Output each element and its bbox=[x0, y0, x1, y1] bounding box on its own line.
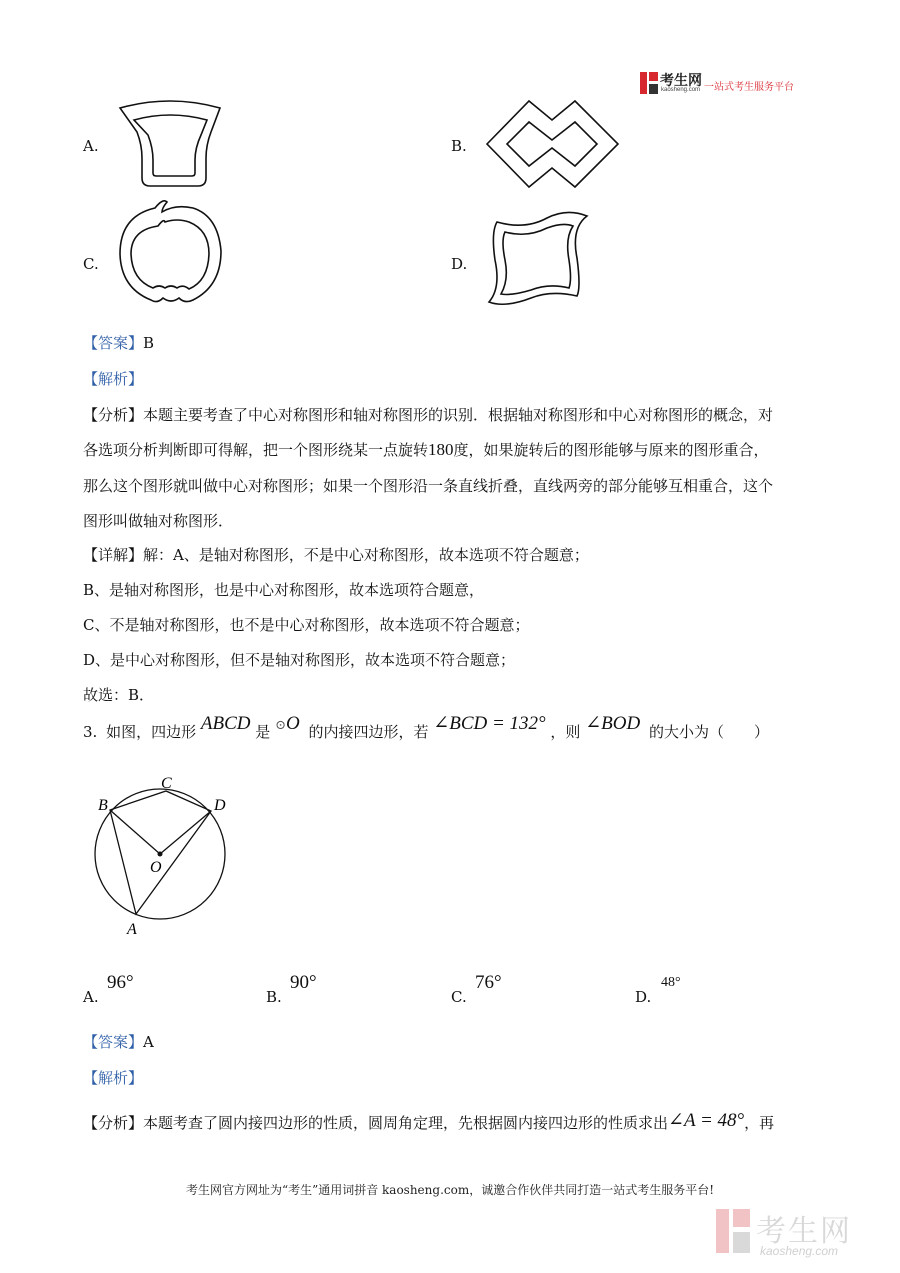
circle-quadrilateral-figure bbox=[88, 768, 248, 943]
option-letter: D. bbox=[635, 988, 652, 1006]
center-point bbox=[158, 852, 163, 857]
fenxi-label: 【分析】 bbox=[83, 406, 144, 424]
q2-choice-line: 故选：B． bbox=[83, 686, 155, 704]
fenxi-text: 本题考查了圆内接四边形的性质，圆周角定理，先根据圆内接四边形的性质求出 bbox=[143, 1114, 669, 1132]
answer-value: A bbox=[143, 1033, 154, 1051]
q2-option-c: C. bbox=[83, 255, 99, 273]
q3-analysis-label: 【解析】 bbox=[83, 1069, 144, 1087]
label-d: D bbox=[214, 797, 226, 814]
fenxi-text: ，再 bbox=[744, 1114, 775, 1132]
stem-text: 是 bbox=[255, 723, 271, 741]
watermark-domain: kaosheng.com bbox=[760, 1244, 839, 1258]
logo-tagline: 一站式考生服务平台 bbox=[704, 82, 794, 93]
label-c: C bbox=[161, 775, 172, 792]
abcd-symbol: ABCD bbox=[200, 713, 251, 734]
q3-option-d bbox=[635, 970, 785, 1006]
q2-analysis-label: 【解析】 bbox=[83, 370, 144, 388]
q3-stem bbox=[83, 713, 769, 752]
stem-text: 的大小为（ ） bbox=[648, 723, 769, 741]
shape-a-figure bbox=[115, 100, 225, 192]
option-value: 76° bbox=[475, 972, 502, 993]
q2-fenxi-line2 bbox=[83, 440, 769, 460]
stem-text: 如图，四边形 bbox=[106, 723, 197, 741]
watermark-name: 考生网 bbox=[756, 1215, 852, 1248]
angle-a: ∠A = 48° bbox=[668, 1110, 745, 1131]
option-letter: C. bbox=[451, 988, 467, 1006]
segment-od bbox=[160, 811, 211, 854]
q2-answer bbox=[83, 333, 154, 353]
fenxi-label: 【分析】 bbox=[83, 1114, 144, 1132]
fenxi-text: 本题主要考查了中心对称图形和轴对称图形的识别．根据轴对称图形和中心对称图形的概念，对 bbox=[143, 406, 774, 424]
q3-option-a bbox=[83, 970, 233, 1006]
answer-label: 【答案】 bbox=[83, 334, 144, 352]
shape-c-figure bbox=[115, 196, 227, 308]
option-value: 90° bbox=[290, 972, 317, 993]
option-letter: B. bbox=[266, 988, 282, 1006]
q3-fenxi-line1 bbox=[83, 1110, 775, 1133]
q2-detail-line2: B、是轴对称图形，也是中心对称图形，故本选项符合题意， bbox=[83, 581, 485, 599]
segment-ob bbox=[110, 810, 160, 854]
stem-text: ，则 bbox=[550, 723, 581, 741]
shape-b-figure bbox=[485, 98, 620, 190]
option-letter: A. bbox=[83, 988, 99, 1006]
q2-option-b: B. bbox=[451, 137, 467, 155]
fenxi-text: 度，如果旋转后的图形能够与原来的图形重合， bbox=[453, 441, 769, 459]
footer-watermark bbox=[716, 1206, 886, 1262]
q2-option-a: A. bbox=[83, 137, 99, 155]
option-value: 48° bbox=[661, 975, 681, 990]
detail-text: 解：A、是轴对称图形，不是中心对称图形，故本选项不符合题意； bbox=[143, 546, 589, 564]
o-symbol: O bbox=[285, 713, 300, 734]
detail-label: 【详解】 bbox=[83, 546, 144, 564]
label-o: O bbox=[150, 859, 162, 876]
label-a: A bbox=[127, 921, 137, 938]
question-number: 3. bbox=[83, 723, 98, 741]
fenxi-text: 各选项分析判断即可得解，把一个图形绕某一点旋转 bbox=[83, 441, 429, 459]
q2-detail-line1 bbox=[83, 545, 589, 565]
option-value: 96° bbox=[107, 972, 134, 993]
header-logo bbox=[640, 70, 810, 100]
q2-fenxi-line3: 那么这个图形就叫做中心对称图形；如果一个图形沿一条直线折叠，直线两旁的部分能够互相重合，这个 bbox=[83, 477, 774, 495]
q2-option-d: D. bbox=[451, 255, 468, 273]
number-180: 180 bbox=[428, 440, 454, 459]
q2-detail-line4: D、是中心对称图形，但不是轴对称图形，故本选项不符合题意； bbox=[83, 651, 516, 669]
q2-fenxi-line1 bbox=[83, 405, 773, 425]
logo-name: 考生网 bbox=[660, 72, 702, 88]
circle-symbol: ⊙ bbox=[275, 718, 286, 733]
kaosheng-logo-icon bbox=[640, 72, 658, 94]
label-b: B bbox=[98, 797, 108, 814]
q2-detail-line3: C、不是轴对称图形，也不是中心对称图形，故本选项不符合题意； bbox=[83, 616, 530, 634]
q2-fenxi-line4: 图形叫做轴对称图形． bbox=[83, 512, 234, 530]
angle-bcd: ∠BCD = 132° bbox=[433, 713, 546, 734]
logo-domain: kaosheng.com bbox=[661, 87, 701, 93]
q3-option-c bbox=[451, 970, 601, 1006]
q3-answer bbox=[83, 1032, 154, 1052]
answer-value: B bbox=[143, 334, 155, 352]
stem-text: 的内接四边形，若 bbox=[308, 723, 429, 741]
q3-option-b bbox=[266, 970, 416, 1006]
angle-bod: ∠BOD bbox=[585, 713, 641, 734]
shape-d-figure bbox=[485, 208, 590, 308]
watermark-logo-icon bbox=[716, 1209, 750, 1253]
footer-text: 考生网官方网址为“考生”通用词拼音 kaosheng.com，诚邀合作伙伴共同打造一站式考生服务平台! bbox=[185, 1183, 715, 1197]
answer-label: 【答案】 bbox=[83, 1033, 144, 1051]
